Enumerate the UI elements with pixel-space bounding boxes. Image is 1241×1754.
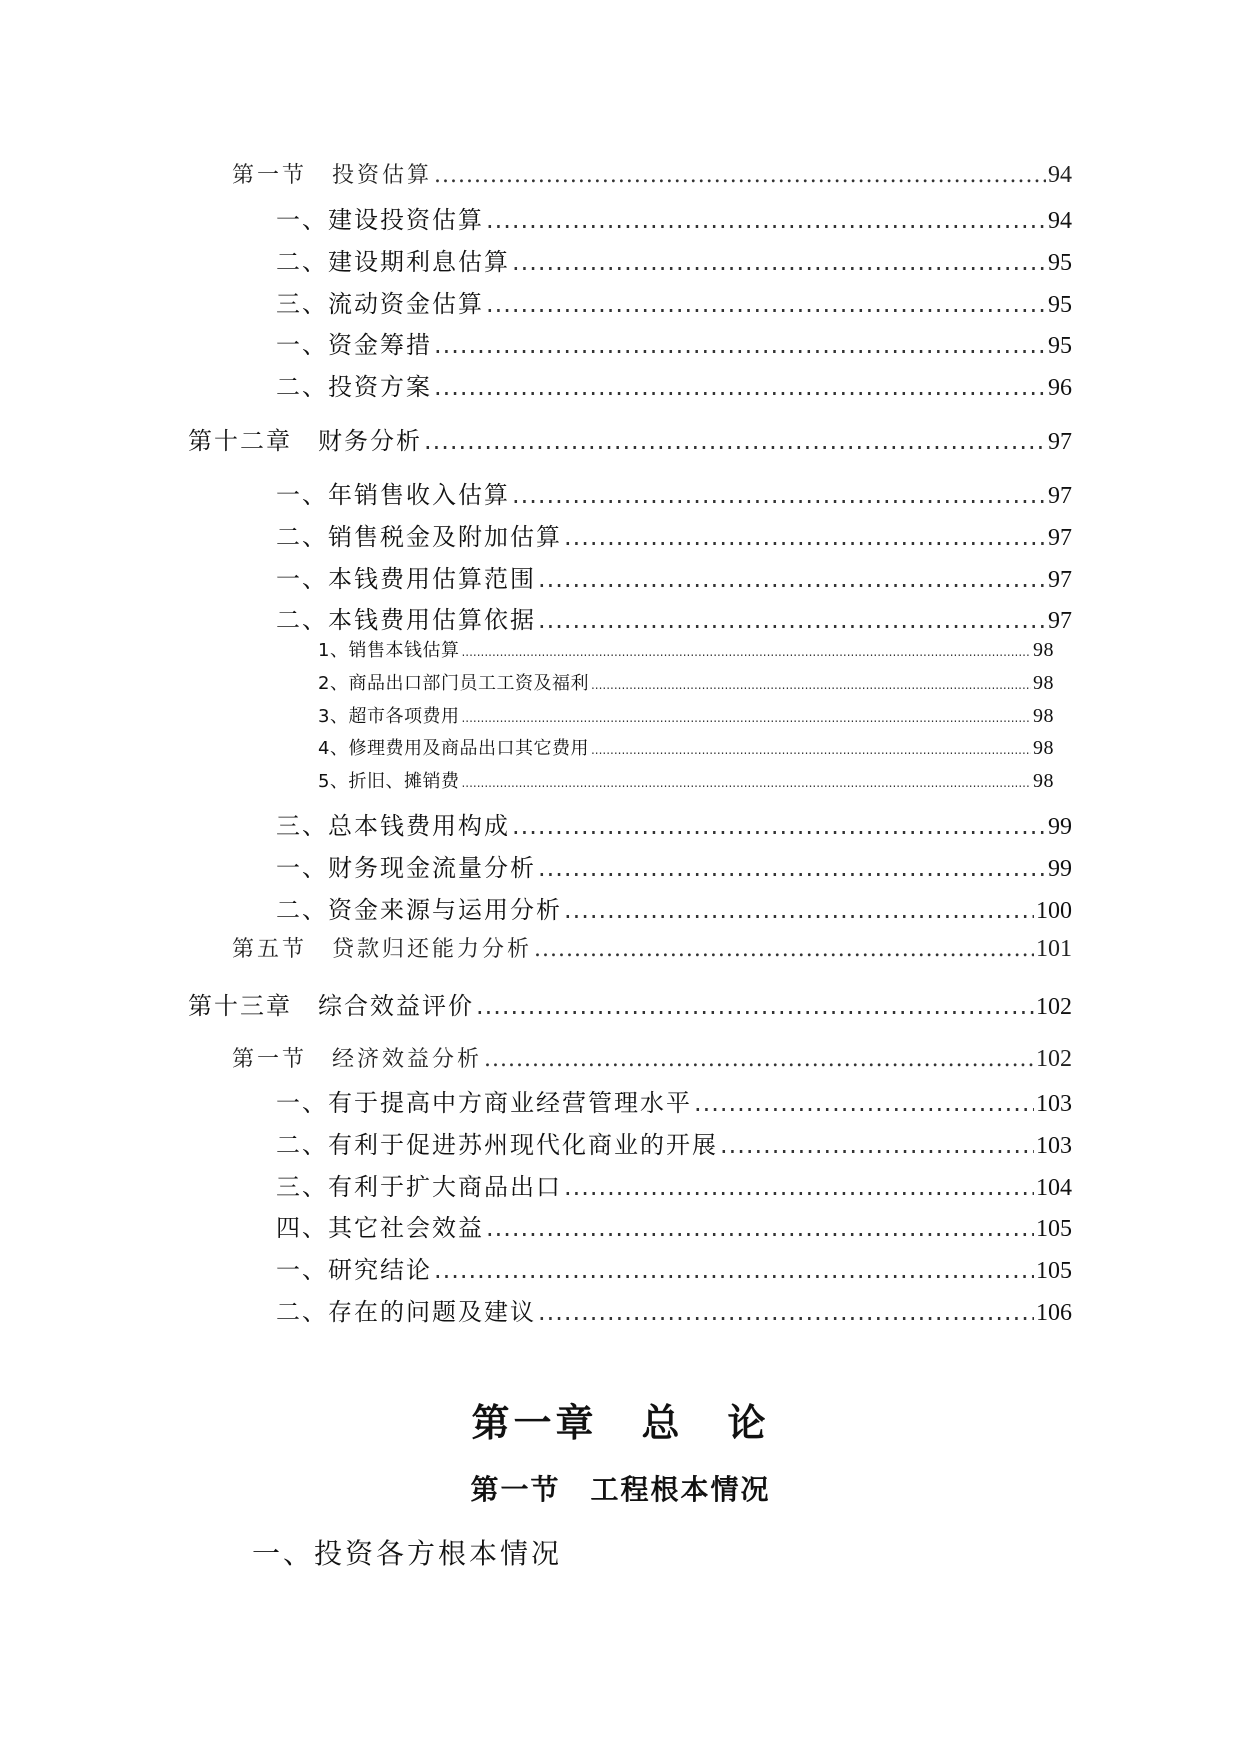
toc-dot-leader [434, 163, 1046, 188]
toc-entry[interactable] [276, 475, 1072, 510]
toc-page-number: 98 [1033, 770, 1054, 792]
toc-entry[interactable] [188, 421, 1072, 456]
toc-page-number: 95 [1048, 250, 1072, 276]
toc-page-number: 103 [1036, 1091, 1072, 1117]
toc-page-number: 102 [1036, 994, 1072, 1020]
toc-entry[interactable] [276, 890, 1072, 925]
toc-entry-label: 一、建设投资估算 [276, 206, 484, 234]
toc-page-number: 98 [1033, 705, 1054, 727]
toc-page-number: 98 [1033, 672, 1054, 694]
toc-entry-label: 第五节 贷款归还能力分析 [232, 937, 533, 962]
toc-page-number: 103 [1036, 1133, 1072, 1159]
toc-entry-label: 一、财务现金流量分析 [276, 854, 536, 882]
toc-page-number: 105 [1036, 1258, 1072, 1284]
section-title [0, 1468, 1241, 1508]
chapter-title-word-2: 论 [727, 1401, 770, 1445]
toc-entry[interactable] [276, 848, 1072, 883]
toc-entry-label: 三、有利于扩大商品出口 [276, 1173, 562, 1201]
toc-entry[interactable] [318, 669, 1054, 695]
toc-entry[interactable] [318, 767, 1054, 793]
toc-entry-label: 第一节 投资估算 [232, 163, 433, 188]
toc-page-number: 98 [1033, 639, 1054, 661]
toc-page-number: 101 [1036, 936, 1072, 962]
toc-dot-leader [564, 896, 1034, 924]
toc-dot-leader [434, 331, 1046, 359]
chapter-title-word-1: 总 [641, 1401, 684, 1445]
toc-entry-label: 四、其它社会效益 [276, 1214, 484, 1242]
toc-entry-label: 5、折旧、摊销费 [318, 771, 460, 792]
toc-dot-leader [484, 1047, 1034, 1072]
toc-entry-label: 二、销售税金及附加估算 [276, 523, 562, 551]
toc-entry[interactable] [276, 242, 1072, 277]
toc-dot-leader [461, 711, 1031, 725]
toc-page-number: 97 [1048, 608, 1072, 634]
toc-dot-leader [512, 248, 1046, 276]
toc-entry-label: 二、投资方案 [276, 373, 432, 401]
toc-entry[interactable] [276, 1125, 1072, 1160]
toc-entry-label: 三、总本钱费用构成 [276, 812, 510, 840]
toc-dot-leader [534, 937, 1034, 962]
toc-entry-label: 第十三章 综合效益评价 [188, 992, 474, 1020]
toc-entry-label: 第十二章 财务分析 [188, 427, 422, 455]
toc-entry[interactable] [232, 1042, 1072, 1073]
toc-dot-leader [538, 854, 1046, 882]
section-title-text: 工程根本情况 [590, 1473, 771, 1506]
toc-entry-label: 一、年销售收入估算 [276, 481, 510, 509]
toc-page-number: 95 [1048, 333, 1072, 359]
toc-dot-leader [538, 606, 1046, 634]
chapter-title [0, 1392, 1241, 1447]
toc-entry[interactable] [276, 517, 1072, 552]
toc-entry-label: 2、商品出口部门员工工资及福利 [318, 673, 589, 694]
toc-entry-label: 一、资金筹措 [276, 331, 432, 359]
toc-entry-label: 一、研究结论 [276, 1256, 432, 1284]
toc-dot-leader [720, 1131, 1034, 1159]
toc-dot-leader [538, 1298, 1034, 1326]
toc-entry-label: 第一节 经济效益分析 [232, 1047, 483, 1072]
section-title-number: 第一节 [470, 1473, 561, 1506]
toc-page-number: 106 [1036, 1300, 1072, 1326]
toc-page-number: 94 [1048, 162, 1072, 188]
toc-page-number: 94 [1048, 208, 1072, 234]
toc-dot-leader [434, 1256, 1034, 1284]
toc-page-number: 104 [1036, 1175, 1072, 1201]
toc-entry[interactable] [276, 1083, 1072, 1118]
toc-entry[interactable] [232, 158, 1072, 189]
toc-dot-leader [694, 1089, 1034, 1117]
toc-dot-leader [461, 645, 1031, 659]
toc-dot-leader [512, 812, 1046, 840]
toc-entry[interactable] [232, 932, 1072, 963]
toc-entry[interactable] [276, 1208, 1072, 1243]
toc-entry[interactable] [276, 600, 1072, 635]
toc-entry[interactable] [276, 1250, 1072, 1285]
toc-dot-leader [512, 481, 1046, 509]
toc-page-number: 102 [1036, 1046, 1072, 1072]
toc-page-number: 97 [1048, 567, 1072, 593]
toc-entry-label: 二、建设期利息估算 [276, 248, 510, 276]
toc-entry-label: 二、有利于促进苏州现代化商业的开展 [276, 1131, 718, 1159]
toc-entry[interactable] [276, 284, 1072, 319]
toc-page-number: 105 [1036, 1216, 1072, 1242]
toc-entry-label: 二、本钱费用估算依据 [276, 606, 536, 634]
subsection-title: 一、投资各方根本情况 [252, 1537, 563, 1570]
toc-page-number: 97 [1048, 483, 1072, 509]
toc-dot-leader [486, 1214, 1034, 1242]
toc-dot-leader [538, 565, 1046, 593]
toc-dot-leader [591, 678, 1031, 692]
toc-entry[interactable] [276, 806, 1072, 841]
toc-entry[interactable] [188, 986, 1072, 1021]
toc-dot-leader [486, 290, 1046, 318]
toc-entry[interactable] [276, 325, 1072, 360]
toc-entry[interactable] [276, 1292, 1072, 1327]
toc-entry-label: 一、有于提高中方商业经营管理水平 [276, 1089, 692, 1117]
toc-dot-leader [424, 427, 1046, 455]
toc-page-number: 97 [1048, 429, 1072, 455]
toc-entry[interactable] [318, 702, 1054, 728]
toc-entry[interactable] [318, 636, 1054, 662]
toc-page-number: 96 [1048, 375, 1072, 401]
toc-entry-label: 一、本钱费用估算范围 [276, 565, 536, 593]
toc-entry-label: 4、修理费用及商品出口其它费用 [318, 738, 589, 759]
toc-page-number: 99 [1048, 814, 1072, 840]
toc-dot-leader [461, 776, 1031, 790]
toc-dot-leader [434, 373, 1046, 401]
toc-page-number: 97 [1048, 525, 1072, 551]
toc-dot-leader [564, 523, 1046, 551]
toc-entry[interactable] [276, 559, 1072, 594]
toc-dot-leader [476, 992, 1034, 1020]
toc-page-number: 99 [1048, 856, 1072, 882]
toc-entry-label: 1、销售本钱估算 [318, 640, 460, 661]
toc-entry-label: 三、流动资金估算 [276, 290, 484, 318]
toc-entry[interactable] [276, 200, 1072, 235]
toc-entry-label: 二、存在的问题及建议 [276, 1298, 536, 1326]
toc-entry[interactable] [318, 734, 1054, 760]
toc-entry-label: 3、超市各项费用 [318, 706, 460, 727]
toc-page-number: 100 [1036, 898, 1072, 924]
toc-entry-label: 二、资金来源与运用分析 [276, 896, 562, 924]
toc-entry[interactable] [276, 1167, 1072, 1202]
toc-dot-leader [591, 743, 1031, 757]
toc-dot-leader [564, 1173, 1034, 1201]
toc-page-number: 95 [1048, 292, 1072, 318]
toc-page-number: 98 [1033, 737, 1054, 759]
toc-dot-leader [486, 206, 1046, 234]
chapter-title-number: 第一章 [471, 1401, 598, 1445]
toc-entry[interactable] [276, 367, 1072, 402]
